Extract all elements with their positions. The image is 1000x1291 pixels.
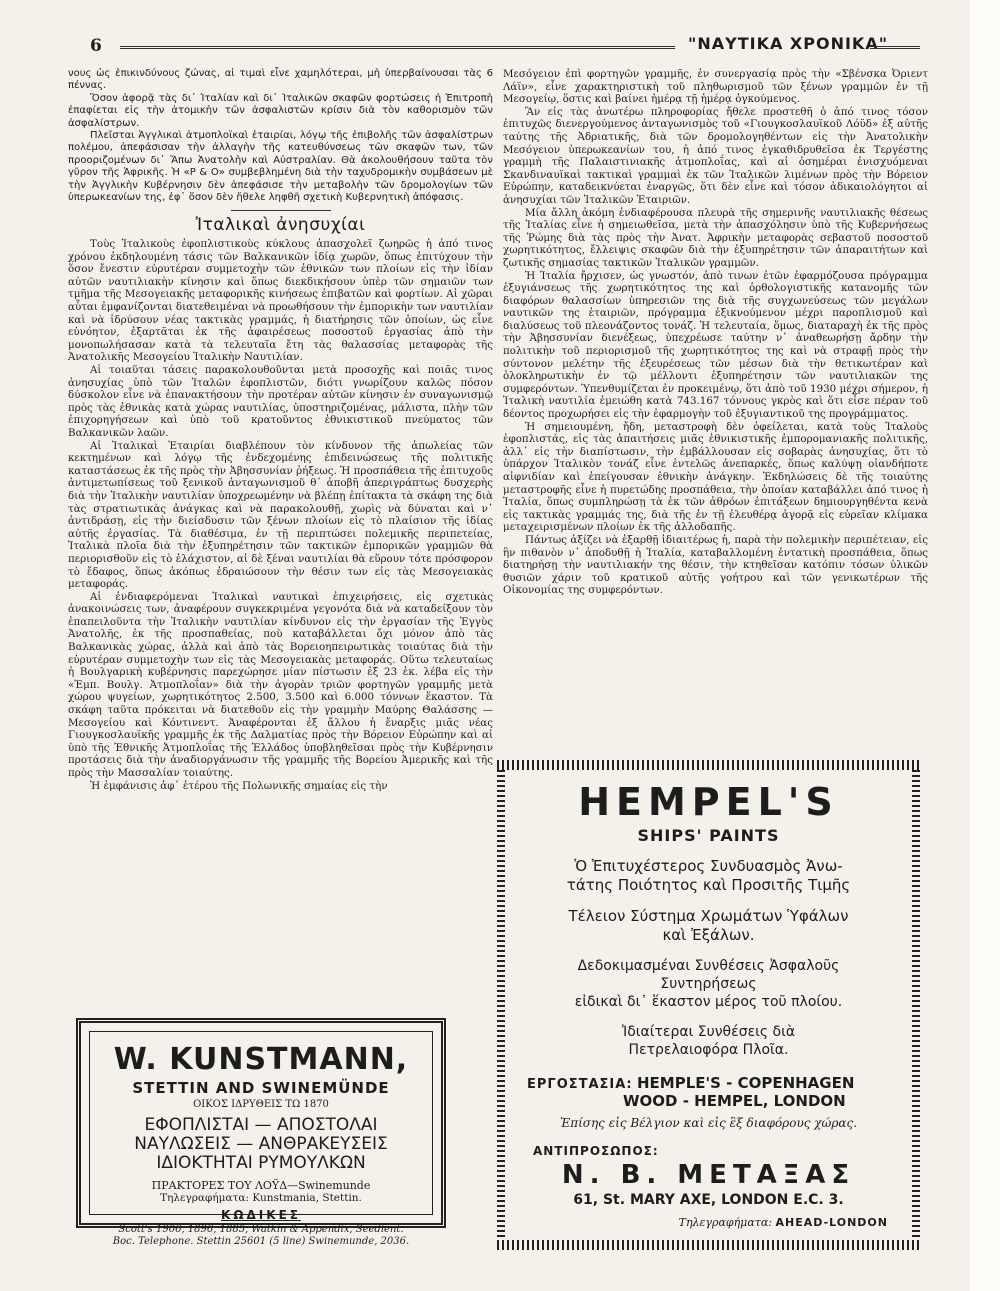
- ad-claim: [511, 907, 906, 945]
- page-number: 6: [90, 36, 102, 56]
- ad-service-line: ΕΦΟΠΛΙΣΤΑΙ — ΑΠΟΣΤΟΛΑΙ: [144, 1115, 378, 1135]
- ad-city: STETTIN AND SWINEMÜNDE: [132, 1079, 390, 1097]
- section-divider: [231, 210, 331, 211]
- ad-services: [90, 1116, 432, 1173]
- ad-claim-line: τάτης Ποιότητος καὶ Προσιτῆς Τιμῆς: [566, 876, 851, 894]
- ad-factories-label: ΕΡΓΟΣΤΑΣΙΑ:: [527, 1077, 633, 1092]
- ad-inner: [511, 776, 906, 1234]
- article-paragraph: Πλεῖσται Ἀγγλικαὶ ἀτμοπλοϊκαὶ ἑταιρίαι, λόγῳ τῆς ἐπιβολῆς τῶν ἀσφαλίστρων πολέμου, ἀπεφάσισαν τὴν ἀλλαγὴν τῆς κατευθύνσεως τῶν σκαφῶν των, τῶν προοριζομένων δι᾽ Ἄπω Ἀνατολὴν καὶ Αὐστραλίαν. Θὰ ἀκολουθήσουν ταῦτα τὸν γῦρον τῆς Ἀφρικῆς. Ἡ «P & O» συμβεβλημένη διὰ τὴν ταχυδρομικὴν συμβάσεων μὲ τὴν Ἀγγλικὴν Κυβέρνησιν δὲν ἀπεφάσισε τὴν μεταβολὴν τῶν δρομολογίων τῶν ὑπερωκεανίων της, ἐφ᾽ ὅσον δὲν ἤθελε ληφθῆ σχετικὴ Κυβερνητικὴ ἀπόφασις.: [68, 130, 493, 204]
- ad-inner-frame: [89, 1031, 433, 1247]
- ad-codes-label: ΚΩΔΙΚΕΣ: [221, 1208, 301, 1222]
- ad-codes-line: Scott's 1906, 1896, 1885, Watkin & Appendix, Seedient.: [118, 1224, 404, 1235]
- ad-claim-line: Συντηρήσεως: [660, 976, 757, 992]
- ad-agents: ΠΡΑΚΤΟΡΕΣ ΤΟΥ ΛΟΫΔ—Swinemunde: [151, 1179, 371, 1192]
- ad-claim: [511, 857, 906, 895]
- article-paragraph: Μία ἄλλη ἀκόμη ἐνδιαφέρουσα πλευρὰ τῆς σημερινῆς ναυτιλιακῆς θέσεως τῆς Ἰταλίας εἶνε ἡ σημειωθεῖσα, μετὰ τὴν ἀπασχόλησιν ὑπὸ τῆς Κυβερνήσεως τῆς Ῥώμης διὰ τὰς πρὸς τὴν Ἀνατ. Ἀφρικὴν μεταφορὰς σεβαστοῦ ποσοστοῦ χωρητικότητος, ἔλλειψις σκαφῶν διὰ τὴν ἐξυπηρέτησιν τῶν ἀπαραιτήτων καὶ ζωτικῆς σημασίας τακτικῶν Ἰταλικῶν γραμμῶν.: [503, 206, 928, 269]
- ad-claim-line: Ἰδιαίτεραι Συνθέσεις διὰ: [621, 1024, 796, 1040]
- article-paragraph: Πάντως ἀξίζει νὰ ἐξαρθῇ ἰδιαιτέρως ἡ, παρὰ τὴν πολεμικὴν περιπέτειαν, εἰς ἣν πιθανὸν ν᾽ ἀποδυθῇ ἡ Ἰταλία, καταβαλλομένη ἐντατικὴ προσπάθεια, ὅπως διατηρήσῃ τὴν ναυτιλιακήν της θέσιν, τὴν κτηθεῖσαν κατόπιν τόσων ὑλικῶν θυσιῶν χάριν τοῦ κρατικοῦ αὐτῆς γοήτρου καὶ τῶν γενικωτέρων τῆς Οἰκονομίας της συμφερόντων.: [503, 533, 928, 597]
- ad-claim: [511, 957, 906, 1011]
- ad-telegraph-value: AHEAD-LONDON: [775, 1216, 888, 1229]
- ad-codes-list: [90, 1224, 432, 1248]
- ad-border-left: [497, 770, 505, 1240]
- article-paragraph: Ἡ ἐμφάνισις ἀφ᾽ ἑτέρου τῆς Πολωνικῆς σημαίας εἰς τὴν: [90, 779, 388, 792]
- ad-border-bottom: [497, 1240, 920, 1250]
- ad-rep-name: N. B. ΜΕΤΑΞΑΣ: [561, 1160, 856, 1190]
- ad-service-line: ΝΑΥΛΩΣΕΙΣ — ΑΝΘΡΑΚΕΥΣΕΙΣ: [134, 1134, 388, 1154]
- right-column: [503, 68, 928, 597]
- publication-title: "ΝΑΥΤΙΚΑ ΧΡΟΝΙΚΑ": [688, 34, 889, 53]
- ad-factory: WOOD - HEMPEL, LONDON: [623, 1092, 846, 1110]
- ad-claim-line: εἰδικαὶ δι᾽ ἕκαστον μέρος τοῦ πλοίου.: [574, 994, 843, 1010]
- ad-claim-line: Πετρελαιοφόρα Πλοῖα.: [628, 1042, 789, 1058]
- header-rule-left: [120, 46, 675, 49]
- article-paragraph: Μεσόγειον ἐπὶ φορτηγῶν γραμμῆς, ἐν συνεργασίᾳ πρὸς τὴν «Σβένσκα Ὀριεντ Λάϊν», εἶνε χαρακτηριστικὴ τοῦ πληθωρισμοῦ τῶν ξένων γραμμῶν ἐν τῇ Μεσογείῳ, ὅστις καὶ βαίνει ἡμέρᾳ τῇ ἡμέρᾳ ὀγκούμενος.: [503, 68, 928, 106]
- left-column: [68, 68, 493, 792]
- ad-border-top: [497, 760, 920, 770]
- header-rule-right: [870, 46, 920, 49]
- article-paragraph: Ἡ σημειουμένη, ἤδη, μεταστροφὴ δὲν ὀφείλεται, κατὰ τοὺς Ἰταλοὺς ἐφοπλιστάς, εἰς τὰς ἀπαιτήσεις μιᾶς ἐθνικιστικῆς ἐμπορομανιακῆς πολιτικῆς, ἀλλ᾽ εἰς τὴν διαπίστωσιν, τὴν ἐμβάλλουσαν εἰς σοβαρὰς ἀνησυχίας, ὅτι τὸ ὑπάρχον Ἰταλικὸν τονάζ εἶνε ἐντελῶς ἀνεπαρκές, ὅπως καλύψῃ οἱανδήποτε αἰφνιδίαν καὶ ἐπείγουσαν ἐθνικὴν ἀνάγκην. Ἐκδηλώσεις δὲ τῆς τοιαύτης μεταστροφῆς εἶνε ἡ πυρετώδης προσπάθεια, τὴν ὁποίαν καταβάλλει ἀπό τινος ἡ Ἰταλία, ὅπως συμπληρώσῃ τὰ ἐκ τῶν ἀθρόων ἐπιτάξεων δημιουργηθέντα κενὰ εἰς τακτικὰς γραμμάς της, διὰ τῆς ἐν τῇ ἐλευθέρᾳ ἀγορᾷ εἰς εὐρεῖαν κλίμακα μεταχειρισμένων πλοίων ἐκ τῆς ἀλλοδαπῆς.: [503, 420, 928, 534]
- article-paragraph: Ὅσον ἀφορᾷ τὰς δι᾽ Ἰταλίαν καὶ δι᾽ Ἰταλικῶν σκαφῶν φορτώσεις ἡ Ἐπιτροπὴ ἐπαφίεται εἰς τὴν ἀτομικὴν τῶν ἀσφαλιστῶν κρίσιν διὰ τὸν καθορισμὸν τῶν ἀσφαλίστρων.: [68, 92, 493, 129]
- section-heading: Ἰταλικαὶ ἀνησυχίαι: [195, 215, 366, 236]
- ad-branches: Ἐπίσης εἰς Βέλγιον καὶ εἰς ἓξ διαφόρους χώρας.: [559, 1116, 858, 1130]
- ad-codes-line: Boc. Telephone. Stettin 25601 (5 line) Swinemunde, 2036.: [112, 1236, 410, 1247]
- article-paragraph: Αἱ ἐνδιαφερόμεναι Ἰταλικαὶ ναυτικαὶ ἐπιχειρήσεις, εἰς σχετικὰς ἀνακοινώσεις των, ἀναφέρουν συγκεκριμένα γεγονότα διὰ νὰ καταδείξουν τὸν ἐπαπειλοῦντα τὴν Ἰταλικὴν ναυτιλίαν κίνδυνον εἰς τὴν ἐργασίαν τῆς Ἐγγὺς Ἀνατολῆς, ἐκ τῆς προσπαθείας, ποὺ καταβάλλεται ὄχι μόνον ἀπὸ τὰς Βαλκανικὰς χώρας, ἀλλὰ καὶ ἀπὸ τὰς Βορειοηπειρωτικὰς τοιαύτας διὰ τὴν εὐρυτέραν συμμετοχὴν των εἰς τὰς Μεσογειακὰς μεταφοράς. Οὕτω τελευταίως ἡ Βουλγαρικὴ κυβέρνησις παρεχώρησε μίαν πίστωσιν ἐξ 23 ἑκ. λέβα εἰς τὴν «Ἐμπ. Βουλγ. Ἀτμοπλοΐαν» διὰ τὴν ἀγορὰν τριῶν φορτηγῶν γραμμῆς μετὰ χώρου ψυγείων, χωρητικότητος 2.500, 3.500 καὶ 6.000 τόννων ἕκαστον. Τὰ σκάφη ταῦτα πρόκειται νὰ διατεθοῦν εἰς τὴν γραμμὴν Μαύρης Θαλάσσης — Μεσογείου καὶ Κόντινεντ. Ἀναφέρονται ἐξ ἄλλου ἡ ἔναρξις μιᾶς νέας Γιουγκοσλαυϊκῆς γραμμῆς ἐκ τῆς Δαλματίας πρὸς τὴν Βόρειον Εὐρώπην καὶ αἱ ὑπὸ τῆς Ἐθνικῆς Ἀτμοπλοΐας τῆς Ἑλλάδος ὑποβληθεῖσαι πρὸς τὴν Κυβέρνησιν προτάσεις διὰ τὴν ἀναδιοργάνωσιν τῆς γραμμῆς τῆς Βορείου Ἀμερικῆς καὶ τῆς πρὸς τὴν Μασσαλίαν τοιαύτης.: [68, 590, 493, 779]
- ad-reps-label: ΑΝΤΙΠΡΟΣΩΠΟΣ:: [533, 1144, 659, 1158]
- article-paragraph: Αἱ Ἰταλικαὶ Ἑταιρίαι διαβλέπουν τὸν κίνδυνον τῆς ἀπωλείας τῶν κεκτημένων καὶ λόγῳ τῆς ἐνδεχομένης ἐπιδεινώσεως τῆς πολιτικῆς καταστάσεως ἐκ τῆς πρὸς τὴν Ἀβησσυνίαν ῥήξεως. Ἡ προσπάθεια τῆς ἐπιτυχοῦς ἀντιμετωπίσεως τοῦ ξενικοῦ ἀνταγωνισμοῦ θ᾽ ἀποβῆ ἀπεριγράπτως δυσχερὴς διὰ τὴν Ἰταλικὴν ναυτιλίαν ὑποχρεωμένην νὰ βλέπῃ ἐπίτακτα τὰ σκάφη της διὰ τὰς στρατιωτικὰς ἀνάγκας καὶ νὰ παρακολουθῇ, χωρὶς νὰ δύναται καὶ ν᾽ ἀντιδράσῃ, εἰς τὴν διείσδυσιν τῶν ξένων πλοίων εἰς τὸ πλαίσιον τῆς ἰδίας αὐτῆς ἐργασίας. Τὰ διαθέσιμα, ἐν τῇ περιπτώσει πολεμικῆς περιπετείας, Ἰταλικὰ πλοῖα διὰ τὴν ἐξυπηρέτησιν τῶν τακτικῶν ἐμπορικῶν γραμμῶν θὰ περιορισθοῦν εἰς τὸ ἐλάχιστον, αἱ δὲ ξέναι ναυτιλίαι θὰ εὕρουν τότε πρόσφορον τὸ ἔδαφος, ὅπως ἀκόπως ἑδραιώσουν τὴν θέσιν των εἰς τὰς Μεσογειακὰς μεταφοράς.: [68, 439, 493, 591]
- ad-tagline: SHIPS' PAINTS: [637, 826, 780, 845]
- ad-claim-line: Ὁ Ἐπιτυχέστερος Συνδυασμὸς Ἀνω-: [574, 857, 843, 875]
- kunstmann-advertisement: [76, 1018, 446, 1247]
- ad-service-line: ΙΔΙΟΚΤΗΤΑΙ ΡΥΜΟΥΛΚΩΝ: [156, 1153, 366, 1173]
- ad-telegraph: [511, 1216, 906, 1229]
- ad-factories: [511, 1075, 906, 1110]
- page-margin-strip: [970, 0, 1000, 1291]
- article-paragraph: Τοὺς Ἰταλικοὺς ἐφοπλιστικοὺς κύκλους ἀπασχολεῖ ζωηρῶς ἡ ἀπό τινος χρόνου ἐκδηλουμένη τάσις τῶν Βαλκανικῶν ἰδίᾳ χωρῶν, ὅπως ἐπιτύχουν τὴν ὅσον ἔνεστιν εὐρυτέραν συμμετοχὴν τῶν ἐθνικῶν των πλοίων εἰς τὴν ἰδίαν αὐτῶν ναυτιλιακὴν κίνησιν καὶ ὅπως διεκδικήσουν ὑπὲρ τῶν σημαιῶν των τμῆμα τῆς Μεσογειακῆς μεταφορικῆς κινήσεως ἐπιβατῶν καὶ φορτίων. Αἱ χῶραι αὗται ἐμφανίζονται διατεθειμέναι νὰ προωθήσουν τὴν ἐμπορικὴν των ναυτιλίαν καὶ νὰ ἱδρύσουν νέας τακτικὰς γραμμάς, ἡ διατήρησις τῶν ὁποίων, ὡς εἶνε εὐνόητον, ἐξαρτᾶται ἐκ τῆς ἀφαιρέσεως ποσοστοῦ ἐργασίας ἀπὸ τὴν μονοπωλήσασαν κατὰ τὰ τελευταῖα ἔτη τὰς θαλασσίας μεταφορὰς τῆς Ἀνατολικῆς Μεσογείου Ἰταλικὴν Ναυτιλίαν.: [68, 238, 493, 364]
- ad-established: ΟΙΚΟΣ ΙΔΡΥΘΕΙΣ ΤΩ 1870: [193, 1099, 329, 1110]
- hempel-advertisement: [497, 760, 920, 1250]
- ad-claim-line: Τέλειον Σύστημα Χρωμάτων Ὑφάλων: [568, 907, 849, 925]
- ad-claim-line: καὶ Ἐξάλων.: [662, 926, 755, 944]
- ad-rep-address: 61, St. MARY AXE, LONDON E.C. 3.: [573, 1192, 844, 1208]
- article-paragraph: Αἱ τοιαῦται τάσεις παρακολουθοῦνται μετὰ προσοχῆς καὶ ποιᾶς τινος ἀνησυχίας ὑπὸ τῶν Ἰταλῶν ἐφοπλιστῶν, διότι γνωρίζουν καλῶς πόσον δύσκολον εἶνε νὰ ἐπανακτήσουν τὴν προτέραν αὐτῶν κίνησιν ἐν συναγωνισμῷ πρὸς τὰς ἐθνικὰς κατὰ χώρας ναυτιλίας, ὑποστηριζομένας, μάλιστα, πλὴν τῶν ἐπιχορηγήσεων καὶ ὑπὸ τοῦ κρατοῦντος ἐθνικιστικοῦ πνεύματος τῶν Βαλκανικῶν λαῶν.: [68, 364, 493, 439]
- ad-claim: [511, 1023, 906, 1059]
- ad-brand: HEMPEL'S: [578, 780, 839, 824]
- ad-factory: HEMPLE'S - COPENHAGEN: [636, 1074, 855, 1092]
- article-paragraph: Ἡ Ἰταλία ἤρχισεν, ὡς γνωστόν, ἀπὸ τινων ἐτῶν ἐφαρμόζουσα πρόγραμμα ἐξυγιάνσεως τῆς χωρητικότητος της καὶ ὀρθολογιστικῆς κατανομῆς τῶν διαφόρων θαλασσίων ὑπηρεσιῶν της διὰ τῆς συγχωνεύσεως τῶν μεγάλων ναυτικῶν της ἑταιριῶν, πρόγραμμα ἐξικνούμενον μέχρι παροπλισμοῦ καὶ διαλύσεως τοῦ πλεονάζοντος τονάζ. Ἡ τελευταία, ὅμως, διαταραχὴ ἐκ τῆς πρὸς τὴν Ἀβησσυνίαν διενέξεως, ὑπεχρέωσε ταύτην ν᾽ ἀναθεωρήσῃ ἄρδην τὴν πολιτικὴν τοῦ περιορισμοῦ τῆς χωρητικότητος της καὶ νὰ στραφῇ πρὸς τὴν σύντονον μελέτην τῆς ἐξευρέσεως τῶν μέσων διὰ τὴν θετικωτέραν καὶ ὁλοκληρωτικὴν ἐν τῷ μέλλοντι ἐξυπηρέτησιν τῶν ναυτιλιακῶν της συμφερόντων. Ὑπενθυμίζεται ἐν προκειμένῳ, ὅτι ἀπὸ τοῦ 1930 μέχρι σήμερον, ἡ Ἰταλικὴ ναυτιλία ἐμειώθη κατὰ 743.167 τόννους γκρὸς καὶ ὅτι εἶσε πέραν τοῦ δέοντος προχωρήσει εἰς τὴν ἐφαρμογὴν τοῦ ἐξυγιαντικοῦ της προγράμματος.: [503, 269, 928, 421]
- ad-telegraph: Τηλεγραφήματα: Kunstmania, Stettin.: [160, 1192, 362, 1204]
- page-header: [60, 36, 920, 58]
- article-intro: νους ὡς ἐπικινδύνους ζώνας, αἱ τιμαὶ εἶνε χαμηλότεραι, μὴ ὑπερβαίνουσαι τὰς 6 πέννας.: [68, 68, 493, 92]
- ad-claim-line: Δεδοκιμασμέναι Συνθέσεις Ἀσφαλοῦς: [577, 958, 840, 974]
- article-paragraph: Ἂν εἰς τὰς ἀνωτέρω πληροφορίας ἤθελε προστεθῆ ὁ ἀπό τινος τόσον ἐπιτυχῶς διενεργούμενος ἀνταγωνισμὸς τοῦ «Γιουγκοσλαυϊκοῦ Λόϋδ» ἐξ αὐτῆς ταύτης τῆς Ἀδριατικῆς, διὰ τῶν δρομολογηθέντων εἰς τὴν Ἀνατολικὴν Μεσόγειον ὑπερωκεανίων του, ἡ ἀπό τινος ἐγκαθιδρυθεῖσα ἐκ Τεργέστης γραμμὴ τῆς Παλαιστινιακῆς ἀτμοπλοΐας, καὶ αἱ ὁσημέραι ἐνισχυόμεναι Σκανδιναυϊκαὶ τακτικαὶ γραμμαὶ ἐκ τῶν Ἰταλικῶν λιμένων πρὸς τὴν Βόρειον Εὐρώπην, καταδεικνύεται ἐναργῶς, ὅτι δὲν εἶνε καὶ τόσον ἀδικαιολόγητοι αἱ ἀνησυχίαι τῶν Ἰταλικῶν Ἑταιριῶν.: [503, 105, 928, 206]
- ad-brand: W. KUNSTMANN,: [113, 1042, 409, 1077]
- ad-border-right: [912, 770, 920, 1240]
- ad-telegraph-label: Τηλεγραφήματα:: [678, 1216, 772, 1229]
